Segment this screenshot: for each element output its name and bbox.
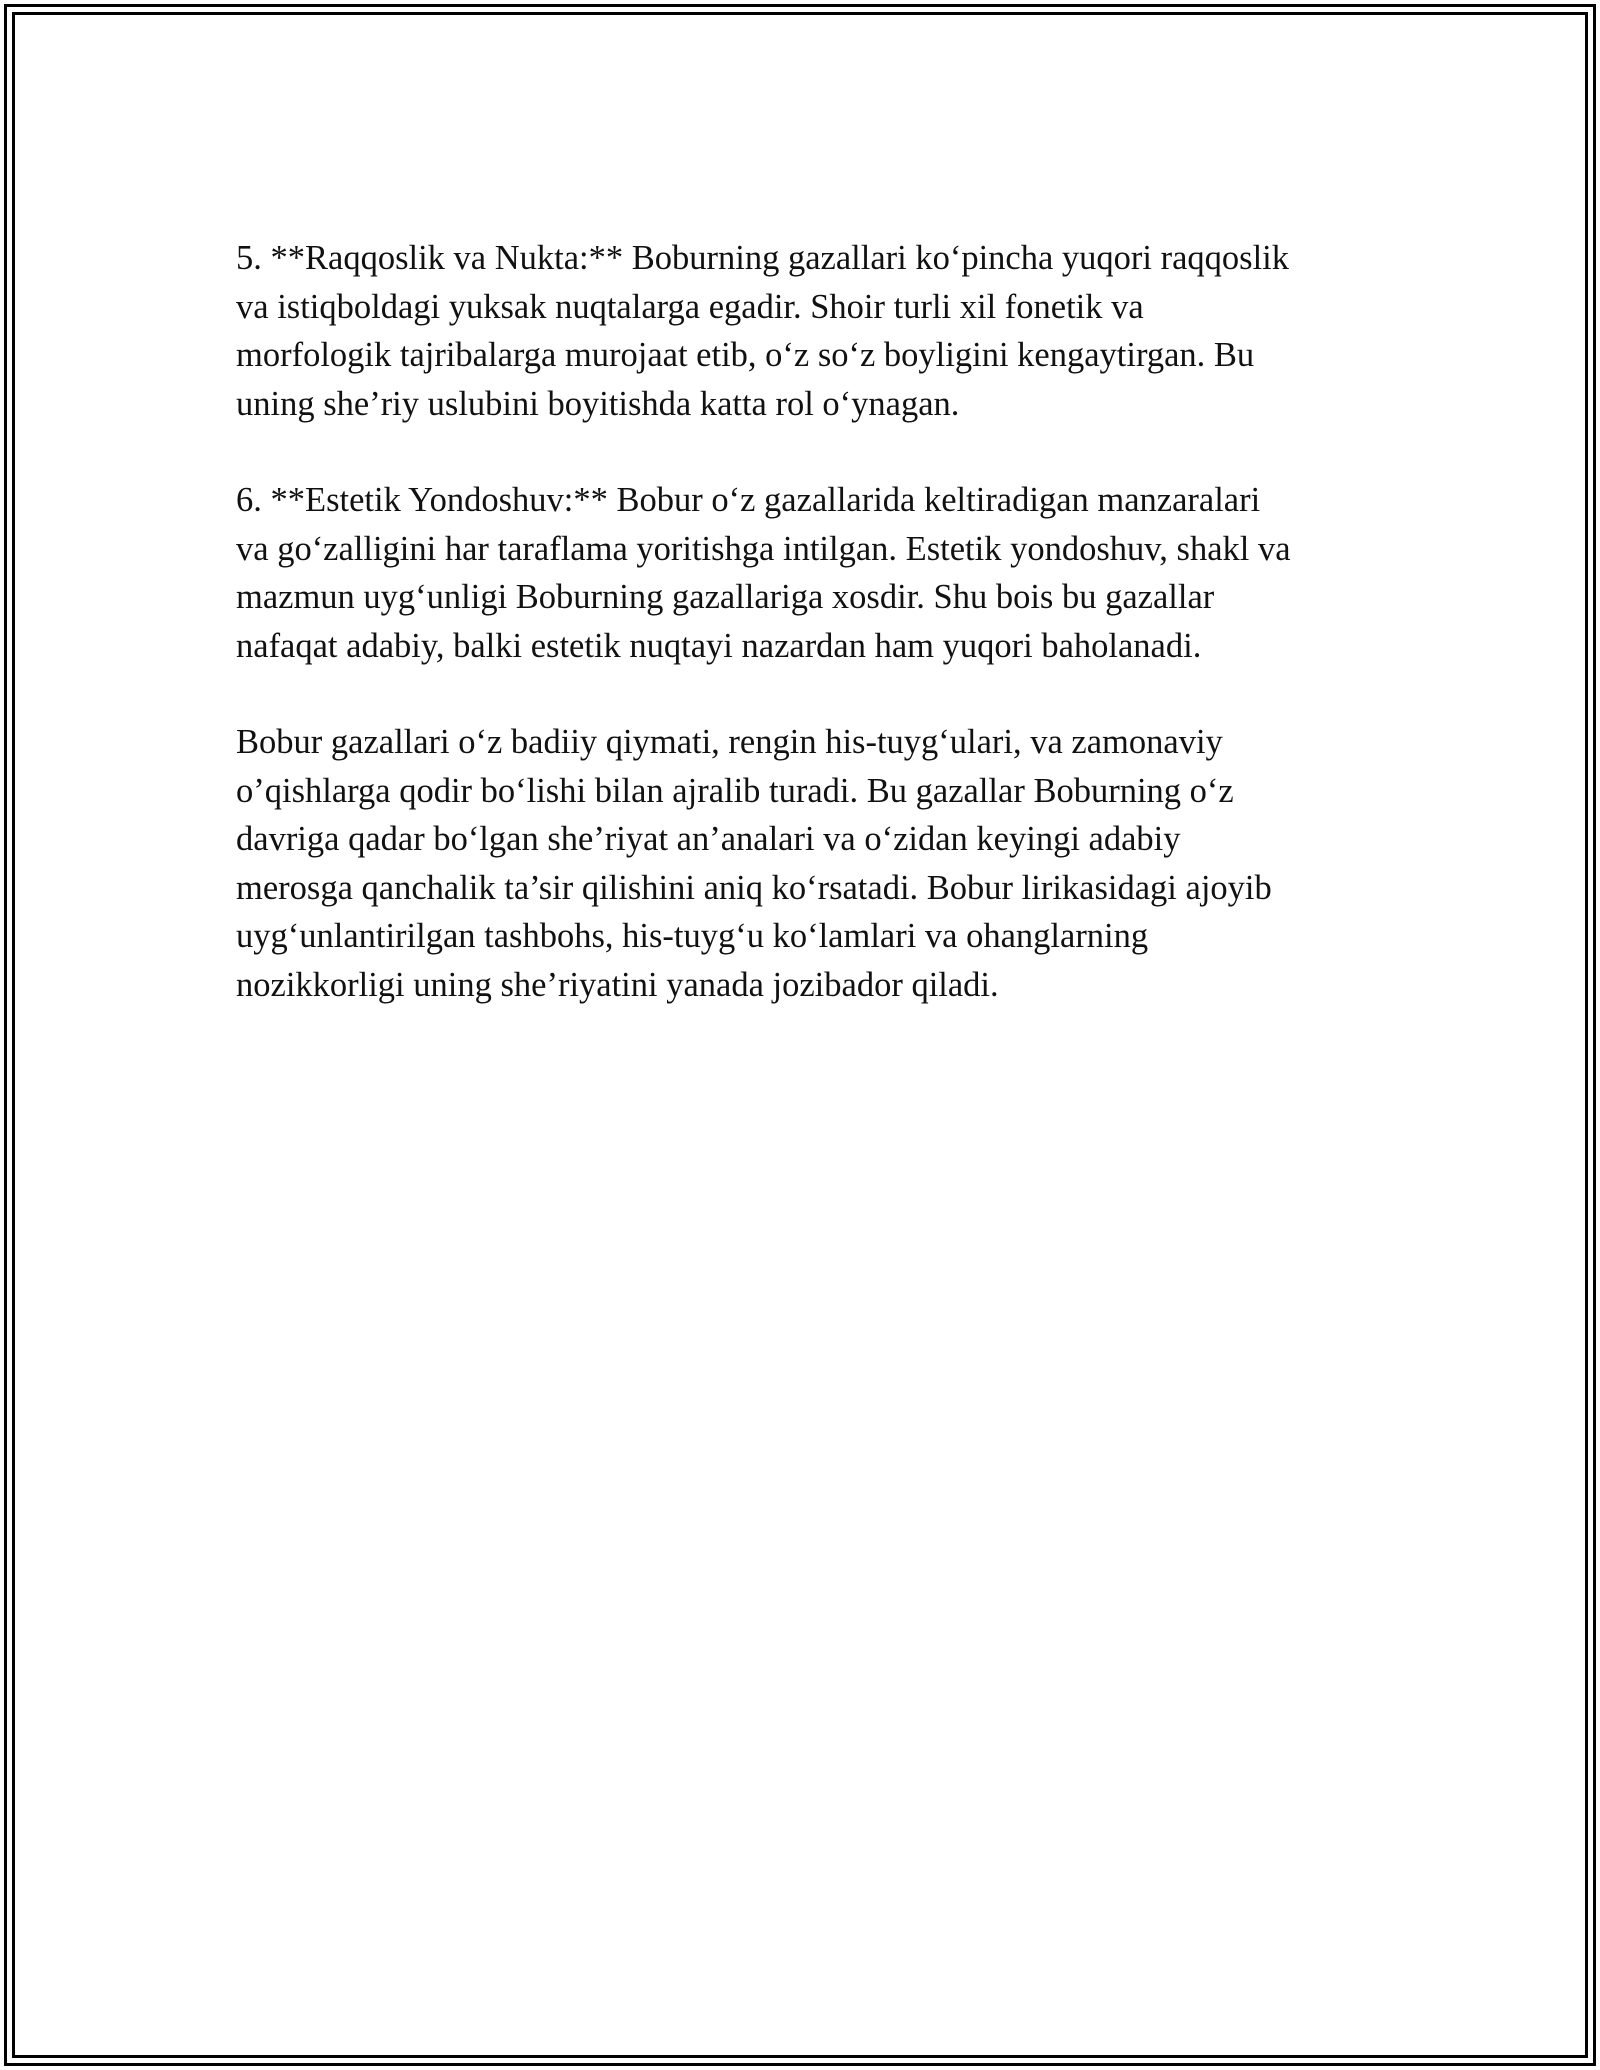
text-line: va go‘zalligini har taraflama yoritishga intilgan. Estetik yondoshuv, shakl va <box>236 529 1291 568</box>
paragraph-item-5 <box>236 234 1366 428</box>
text-line: o’qishlarga qodir bo‘lishi bilan ajralib turadi. Bu gazallar Boburning o‘z <box>236 771 1234 810</box>
document-body <box>236 234 1366 1057</box>
text-line: 6. **Estetik Yondoshuv:** Bobur o‘z gazallarida keltiradigan manzaralari <box>236 481 1261 519</box>
text-line: va istiqboldagi yuksak nuqtalarga egadir. Shoir turli xil fonetik va <box>236 287 1144 326</box>
text-line: uning she’riy uslubini boyitishda katta rol o‘ynagan. <box>236 384 960 423</box>
text-line: 5. **Raqqoslik va Nukta:** Boburning gazallari ko‘pincha yuqori raqqoslik <box>236 239 1290 277</box>
text-line: nozikkorligi uning she’riyatini yanada jozibador qiladi. <box>236 965 999 1004</box>
paragraph-item-6 <box>236 476 1366 670</box>
paragraph-conclusion <box>236 718 1366 1009</box>
text-line: davriga qadar bo‘lgan she’riyat an’analari va o‘zidan keyingi adabiy <box>236 820 1181 858</box>
text-line: morfologik tajribalarga murojaat etib, o‘z so‘z boyligini kengaytirgan. Bu <box>236 336 1255 374</box>
text-line: uyg‘unlantirilgan tashbohs, his-tuyg‘u ko‘lamlari va ohanglarning <box>236 917 1149 955</box>
text-line: Bobur gazallari o‘z badiiy qiymati, rengin his-tuyg‘ulari, va zamonaviy <box>236 723 1223 761</box>
text-line: merosga qanchalik ta’sir qilishini aniq ko‘rsatadi. Bobur lirikasidagi ajoyib <box>236 868 1272 907</box>
text-line: nafaqat adabiy, balki estetik nuqtayi nazardan ham yuqori baholanadi. <box>236 626 1202 665</box>
text-line: mazmun uyg‘unligi Boburning gazallariga xosdir. Shu bois bu gazallar <box>236 578 1215 616</box>
